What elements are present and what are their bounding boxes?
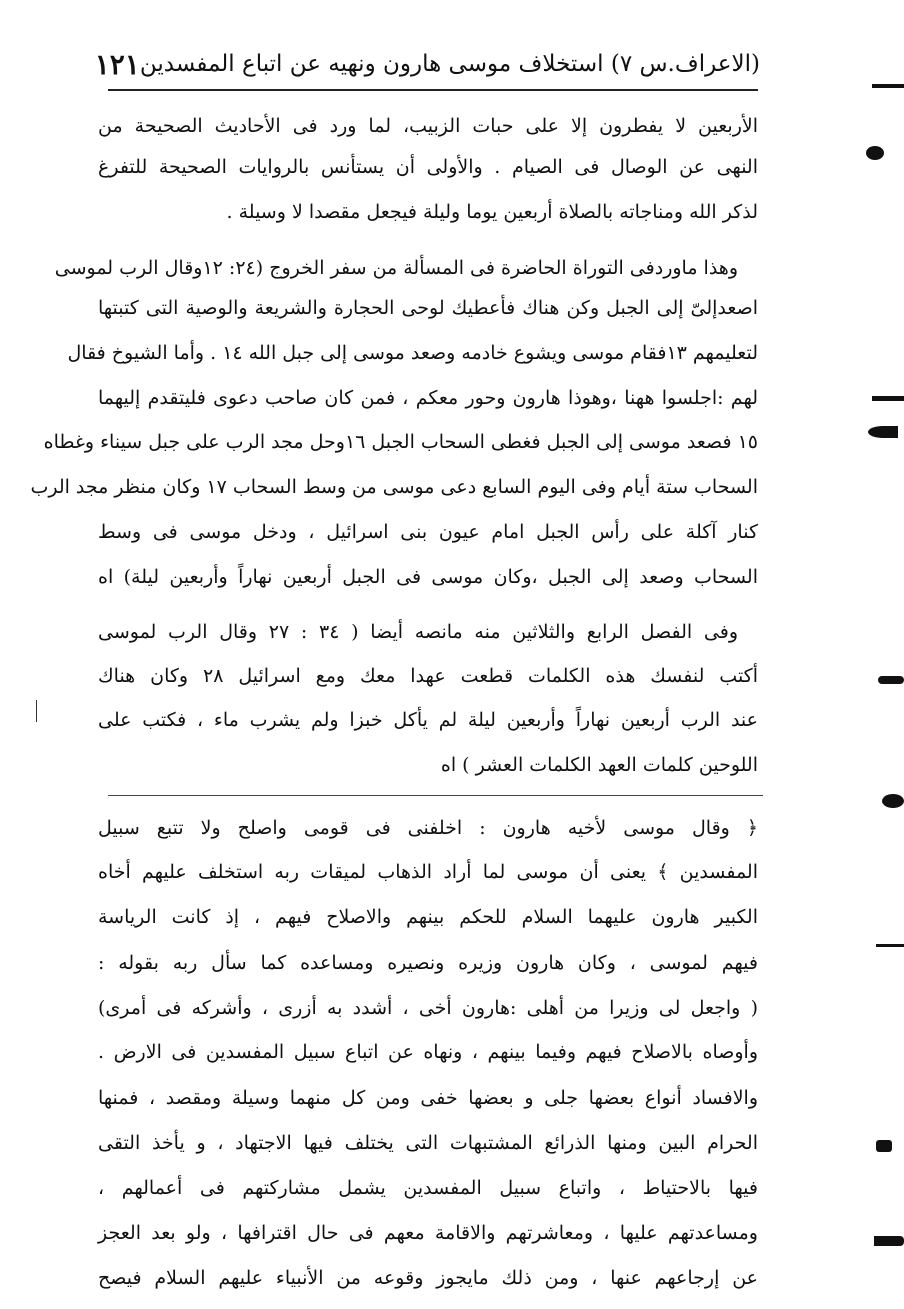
- page-number: ١٢١: [94, 47, 140, 81]
- header-rule: [108, 89, 758, 91]
- text-line: السحاب ستة أيام وفى اليوم السابع دعى موسى من وسط السحاب ١٧ وكان منظر مجد الرب: [30, 476, 758, 498]
- margin-mark: [872, 396, 904, 401]
- text-line: الأربعين لا يفطرون إلا على حبات الزبيب، لما ورد فى الأحاديث الصحيحة من: [98, 115, 758, 137]
- page-header: [94, 42, 760, 86]
- text-line: ﴿ وقال موسى لأخيه هارون : اخلفنى فى قومى واصلح ولا تتبع سبيل: [98, 817, 758, 839]
- text-line: وفى الفصل الرابع والثلاثين منه مانصه أيضا ( ٣٤ : ٢٧ وقال الرب لموسى: [98, 621, 738, 643]
- text-line: عند الرب أربعين نهاراً وأربعين ليلة لم يأكل خبزا ولم يشرب ماء ، فكتب على: [98, 709, 758, 731]
- text-line: ١٥ فصعد موسى إلى الجبل فغطى السحاب الجبل ١٦وحل مجد الرب على جبل سيناء وغطاه: [43, 431, 758, 453]
- section-separator: [108, 795, 763, 796]
- text-line: ( واجعل لى وزيرا من أهلى :هارون أخى ، أشدد به أزرى ، وأشركه فى أمرى): [98, 997, 758, 1019]
- text-line: أكتب لنفسك هذه الكلمات قطعت عهدا معك ومع اسرائيل ٢٨ وكان هناك: [98, 665, 759, 687]
- margin-mark: [882, 794, 904, 808]
- margin-mark: [868, 426, 898, 438]
- margin-mark: [866, 146, 884, 160]
- text-line: فيهم لموسى ، وكان هارون وزيره ونصيره ومساعده كما سأل ربه بقوله :: [98, 952, 758, 974]
- text-line: فيها بالاحتياط ، واتباع سبيل المفسدين يشمل مشاركتهم فى أعمالهم ،: [98, 1177, 758, 1199]
- text-line: ومساعدتهم عليها ، ومعاشرتهم والاقامة معهم فى حال اقترافها ، ولو بعد العجز: [98, 1222, 758, 1244]
- text-line: اصعدإلىّ إلى الجبل وكن هناك فأعطيك لوحى الحجارة والشريعة والوصية التى كتبتها: [98, 297, 758, 319]
- margin-mark: [876, 944, 904, 947]
- text-line: لذكر الله ومناجاته بالصلاة أربعين يوما وليلة فيجعل مقصدا لا وسيلة .: [226, 201, 758, 223]
- text-line: والافساد أنواع بعضها جلى و بعضها خفى ومن كل منهما وسيلة ومقصد ، فمنها: [98, 1087, 758, 1109]
- margin-mark: [876, 1140, 892, 1152]
- margin-mark: [874, 1236, 904, 1246]
- text-line: الكبير هارون عليهما السلام للحكم بينهم والاصلاح فيهم ، إذ كانت الرياسة: [98, 906, 758, 928]
- text-line: عن إرجاعهم عنها ، ومن ذلك مايجوز وقوعه من الأنبياء عليهم السلام فيصح: [98, 1267, 758, 1289]
- text-line: النهى عن الوصال فى الصيام . والأولى أن يستأنس بالروايات الصحيحة للتفرغ: [98, 156, 758, 178]
- text-line: اللوحين كلمات العهد الكلمات العشر ) اه: [440, 754, 758, 776]
- running-title: (الاعراف.س ٧) استخلاف موسى هارون ونهيه عن اتباع المفسدين: [139, 51, 760, 77]
- text-line: لهم :اجلسوا ههنا ،وهوذا هارون وحور معكم ، فمن كان صاحب دعوى فليتقدم إليهما: [98, 387, 758, 409]
- text-line: لتعليمهم ١٣فقام موسى ويشوع خادمه وصعد موسى إلى جبل الله ١٤ . وأما الشيوخ فقال: [67, 342, 758, 364]
- text-line: كنار آكلة على رأس الجبل امام عيون بنى اسرائيل ، ودخل موسى فى وسط: [98, 521, 758, 543]
- margin-tick: [36, 700, 37, 722]
- margin-mark: [878, 676, 904, 684]
- text-line: وهذا ماوردفى التوراة الحاضرة فى المسألة من سفر الخروج (٢٤: ١٢وقال الرب لموسى: [54, 257, 738, 279]
- margin-mark: [872, 84, 904, 88]
- text-line: وأوصاه بالاصلاح فيهم وفيما بينهم ، ونهاه عن اتباع سبيل المفسدين فى الارض .: [98, 1041, 758, 1063]
- text-line: المفسدين ﴾ يعنى أن موسى لما أراد الذهاب لميقات ربه استخلف عليهم أخاه: [98, 861, 758, 883]
- text-line: السحاب وصعد إلى الجبل ،وكان موسى فى الجبل أربعين نهاراً وأربعين ليلة) اه: [98, 566, 758, 588]
- text-line: الحرام البين ومنها الذرائع المشتبهات التى يختلف فيها الاجتهاد ، و يأخذ التقى: [98, 1132, 758, 1154]
